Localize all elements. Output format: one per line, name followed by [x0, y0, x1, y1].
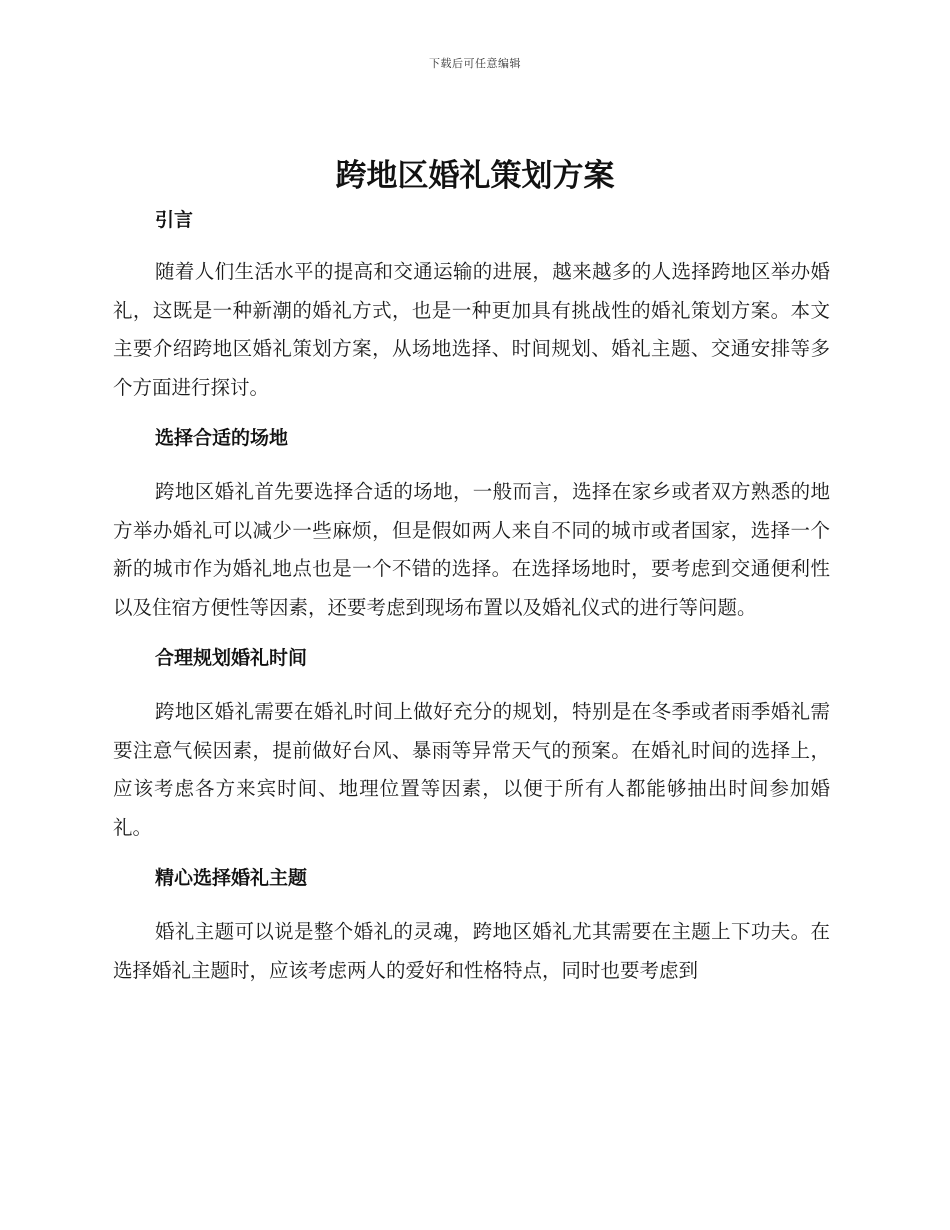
section-paragraph-intro: 随着人们生活水平的提高和交通运输的进展，越来越多的人选择跨地区举办婚礼，这既是一种新潮的婚礼方式，也是一种更加具有挑战性的婚礼策划方案。本文主要介绍跨地区婚礼策划方案，从场地选择、时间规划、婚礼主题、交通安排等多个方面进行探讨。: [113, 260, 830, 399]
section-paragraph-theme: 婚礼主题可以说是整个婚礼的灵魂，跨地区婚礼尤其需要在主题上下功夫。在选择婚礼主题时，应该考虑两人的爱好和性格特点，同时也要考虑到: [113, 920, 830, 982]
document-body: [113, 203, 830, 990]
section-heading-venue: 选择合适的场地: [155, 427, 289, 449]
document-title: 跨地区婚礼策划方案: [335, 158, 615, 194]
section-paragraph-time: 跨地区婚礼需要在婚礼时间上做好充分的规划，特别是在冬季或者雨季婚礼需要注意气候因素，提前做好台风、暴雨等异常天气的预案。在婚礼时间的选择上，应该考虑各方来宾时间、地理位置等因素，以便于所有人都能够抽出时间参加婚礼。: [113, 700, 830, 839]
section-heading-theme: 精心选择婚礼主题: [155, 867, 308, 889]
section-heading-intro: 引言: [155, 209, 194, 231]
section-heading-time: 合理规划婚礼时间: [155, 647, 308, 669]
page-header: 下载后可任意编辑: [429, 57, 521, 70]
section-paragraph-venue: 跨地区婚礼首先要选择合适的场地，一般而言，选择在家乡或者双方熟悉的地方举办婚礼可以减少一些麻烦，但是假如两人来自不同的城市或者国家，选择一个新的城市作为婚礼地点也是一个不错的选择。在选择场地时，要考虑到交通便利性以及住宿方便性等因素，还要考虑到现场布置以及婚礼仪式的进行等问题。: [113, 480, 830, 619]
